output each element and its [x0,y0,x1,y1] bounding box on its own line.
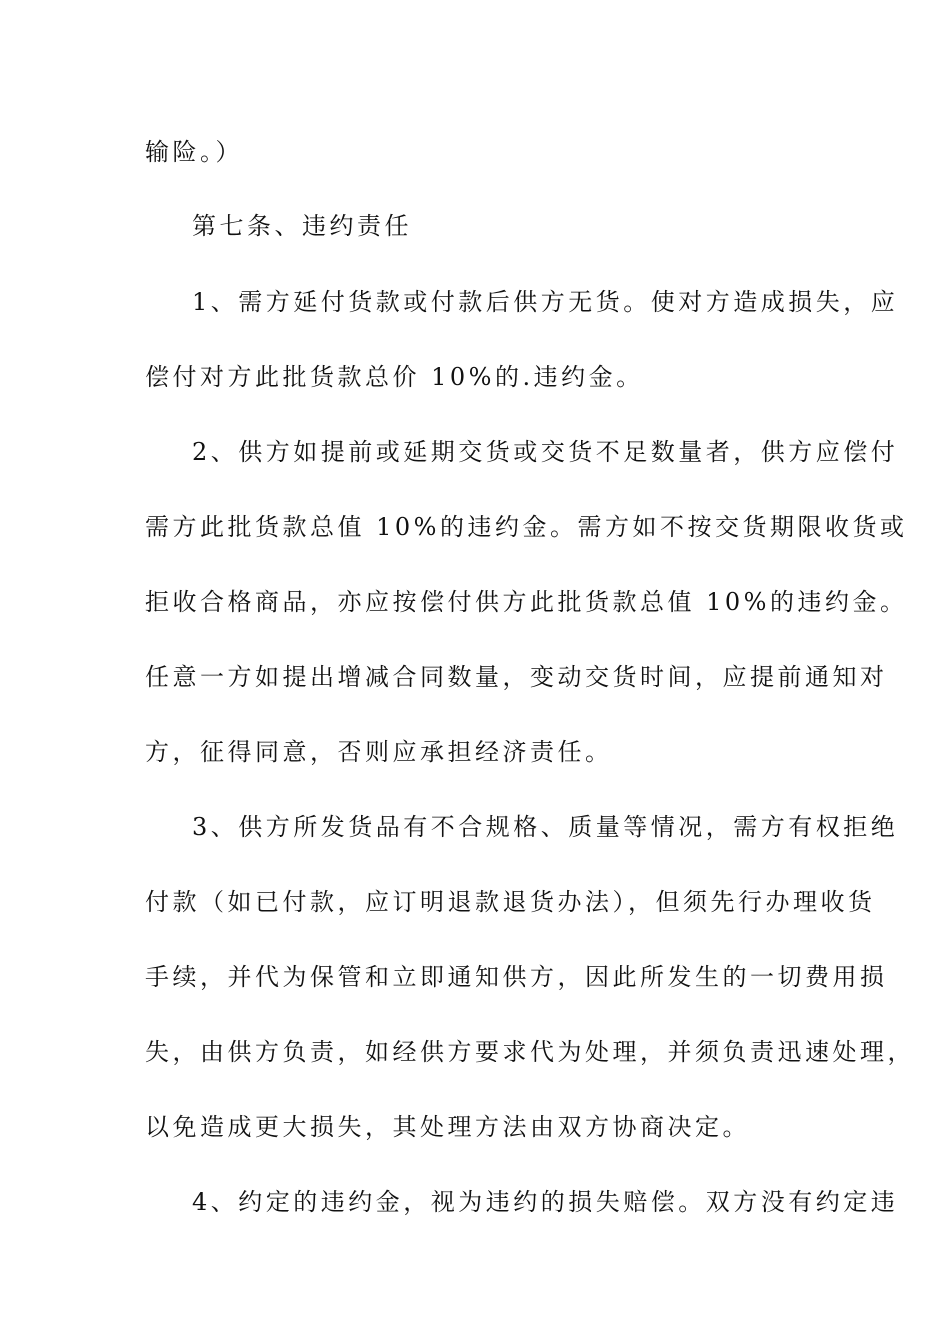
paragraph-line: 方，征得同意，否则应承担经济责任。 [145,738,613,766]
paragraph-line: 3、供方所发货品有不合规格、质量等情况，需方有权拒绝 [192,813,899,841]
paragraph-line: 以免造成更大损失，其处理方法由双方协商决定。 [145,1113,750,1141]
paragraph-line: 拒收合格商品，亦应按偿付供方此批货款总值 10%的违约金。 [145,588,908,616]
paragraph-line: 手续，并代为保管和立即通知供方，因此所发生的一切费用损 [145,963,888,991]
section-heading: 第七条、违约责任 [192,212,412,240]
paragraph-line: 1、需方延付货款或付款后供方无货。使对方造成损失，应 [192,288,899,316]
paragraph-line: 2、供方如提前或延期交货或交货不足数量者，供方应偿付 [192,438,899,466]
paragraph-line: 任意一方如提出增减合同数量，变动交货时间，应提前通知对 [145,663,888,691]
paragraph-line: 输险。） [145,138,243,166]
paragraph-line: 付款（如已付款，应订明退款退货办法），但须先行办理收货 [145,888,876,916]
paragraph-line: 4、约定的违约金，视为违约的损失赔偿。双方没有约定违 [192,1188,899,1216]
paragraph-line: 需方此批货款总值 10%的违约金。需方如不按交货期限收货或 [145,513,908,541]
paragraph-line: 偿付对方此批货款总价 10%的.违约金。 [145,363,644,391]
paragraph-line: 失，由供方负责，如经供方要求代为处理，并须负责迅速处理， [145,1038,915,1066]
